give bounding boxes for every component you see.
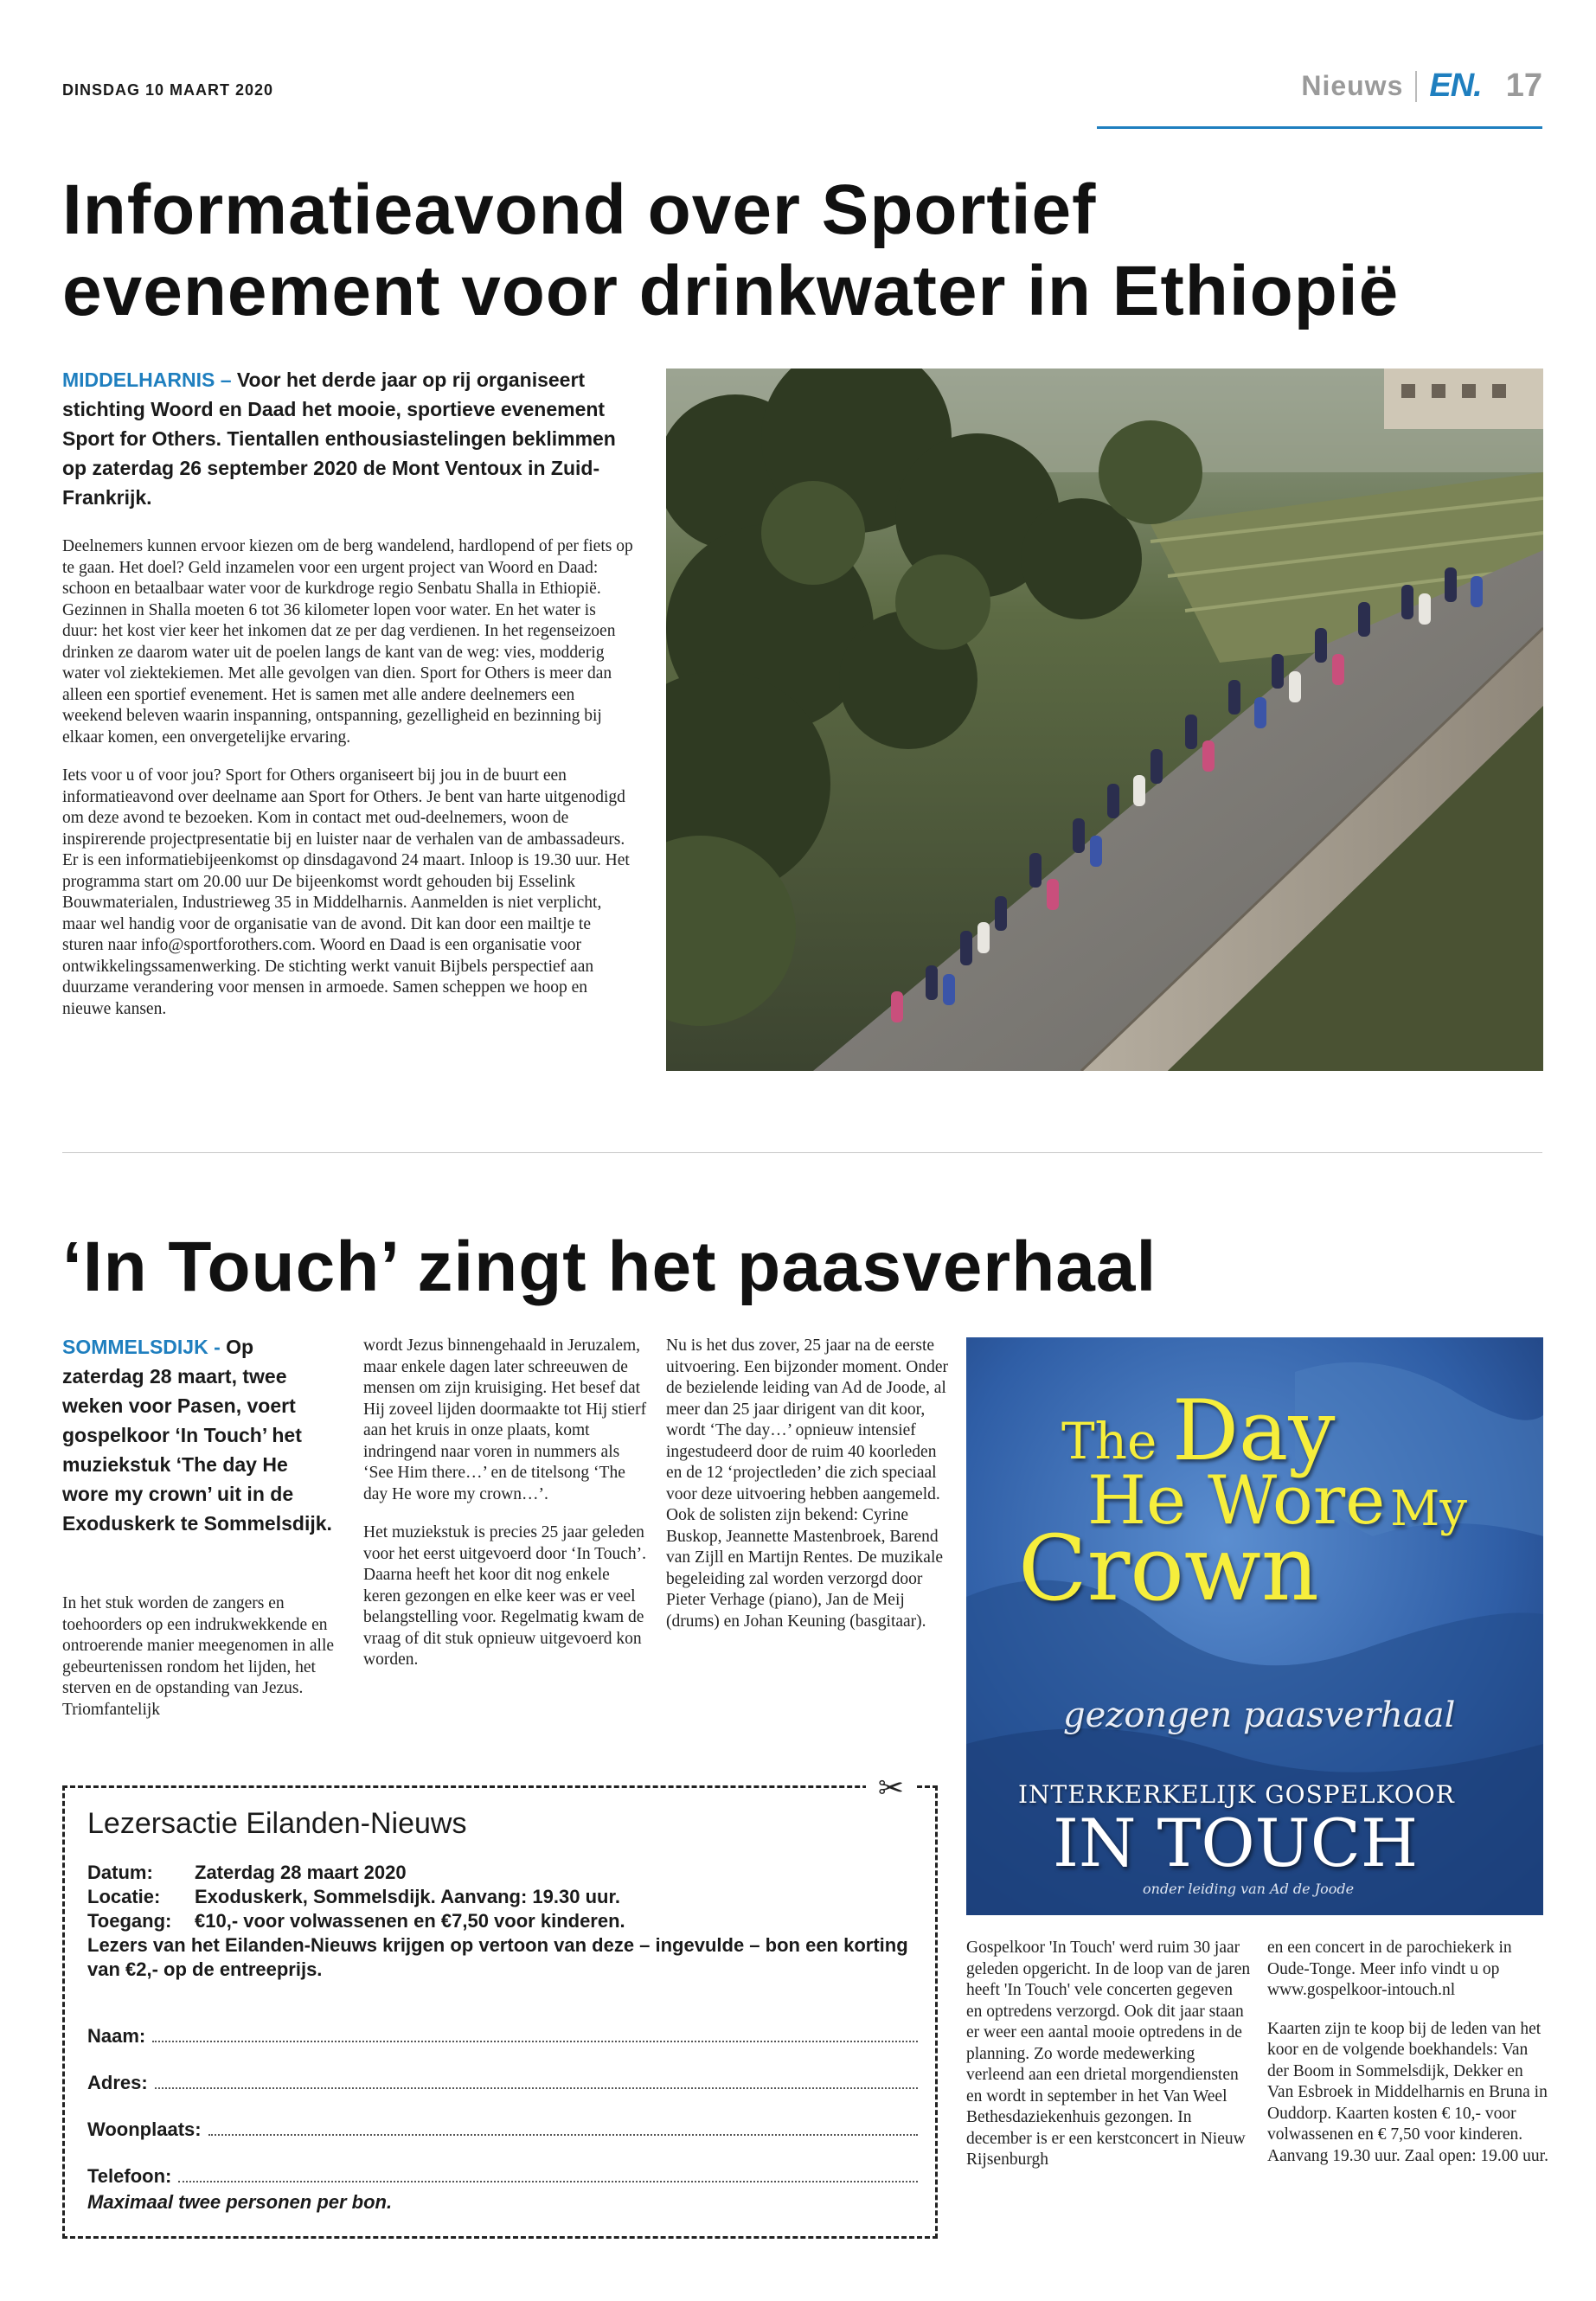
article2-headline: ‘In Touch’ zingt het paasverhaal	[62, 1227, 1157, 1306]
poster-title-my: My	[1390, 1481, 1467, 1537]
article1-headline	[62, 170, 1550, 332]
headline-line: evenement voor drinkwater in Ethiopië	[62, 252, 1400, 330]
field-woonplaats[interactable]	[87, 2094, 918, 2141]
coupon-form	[87, 2001, 918, 2188]
photo-hikers-mountain-road	[666, 369, 1543, 1071]
field-label: Woonplaats:	[87, 2118, 202, 2140]
info-value: Exoduskerk, Sommelsdijk. Aanvang: 19.30 uur.	[195, 1886, 620, 1907]
coupon-title: Lezersactie Eilanden-Nieuws	[87, 1807, 467, 1840]
dateline-place: SOMMELSDIJK -	[62, 1336, 221, 1358]
field-telefoon[interactable]	[87, 2141, 918, 2188]
coupon-info	[87, 1861, 918, 1982]
poster-choir-name: IN TOUCH	[1053, 1804, 1419, 1881]
article-divider	[62, 1152, 1542, 1153]
paragraph: Gospelkoor 'In Touch' werd ruim 30 jaar geleden opgericht. In de loop van de jaren heeft 'In Touch' vele concerten gegeven en optredens verzorgd. Ook dit jaar staan er weer een aantal mooie optredens in de planning. Zo worde medewerking verleend aan een drietal morgendiensten en wordt in september in het Van Weel Bethesdaziekenhuis gezongen. In december is er een kerstconcert in Nieuw Rijsenburgh	[966, 1939, 1251, 2169]
concert-poster	[966, 1337, 1543, 1915]
paragraph: Nu is het dus zover, 25 jaar na de eerste uitvoering. Een bijzonder moment. Onder de bezielende leiding van Ad de Joode, al meer dan 25 jaar dirigent van dit koor, wordt ‘The day…’ opnieuw intensief ingestudeerd door de ruim 40 koorleden en de 12 ‘projectleden’ die zich speciaal voor deze uitvoering hebben aangemeld. Ook de solisten zijn bekend: Cyrine Buskop, Jeannette Mastenbroek, Barend van Zijll en Martijn Rentes. De muzikale begeleiding zal worden verzorgd door Pieter Verhage (piano), Jan de Meij (drums) en Johan Keuning (basgitaar).	[666, 1336, 948, 1631]
info-label: Locatie:	[87, 1886, 161, 1907]
info-label: Datum:	[87, 1862, 153, 1883]
paragraph: Kaarten zijn te koop bij de leden van het koor en de volgende boekhandels: Van der Boom in Sommelsdijk, Dekker en Van Esbroek in Middelharnis en Bruna in Ouddorp. Kaarten kosten € 10,- voor volwassenen en € 7,50 voor kinderen. Aanvang 19.30 uur. Zaal open: 19.00 uur.	[1267, 2019, 1548, 2165]
headline-line: Informatieavond over Sportief	[62, 170, 1097, 249]
article2-lead	[62, 1332, 339, 1538]
info-label: Toegang:	[87, 1910, 172, 1932]
poster-title-he-wore: He Wore	[1087, 1462, 1386, 1540]
poster-title-day: Day	[1172, 1382, 1336, 1479]
page-number: 17	[1505, 67, 1542, 104]
paragraph: wordt Jezus binnengehaald in Jeruzalem, maar enkele dagen later schreeuwen de mensen om zijn kruisiging. Het besef dat Hij zoveel lijden doormaakte tot Hij stierf aan het kruis in onze plaats, komt indringend naar voren in nummers als ‘See Him there…’ en de titelsong ‘The day He wore my crown…’.	[363, 1336, 647, 1503]
article2-column-1	[62, 1593, 348, 1721]
paragraph: Iets voor u of voor jou? Sport for Others organiseert bij jou in de buurt een informatieavond over deelname aan Sport for Others. Je bent van harte uitgenodigd om deze avond te bezoeken. Kom in contact met oud-deelnemers, woon de inspirerende projectpresentatie bij en luister naar de verhalen van de ambassadeurs. Er is een informatiebijeenkomst op dinsdagavond 24 maart. Inloop is 19.30 uur. Het programma start om 20.00 uur De bijeenkomst wordt gehouden bij Esselink Bouwmaterialen, Industrieweg 35 in Middelharnis. Aanmelden is niet verplicht, maar wel handig voor de organisatie van de avond. Dit kan door een mailtje te sturen naar info@sportforothers.com. Woord en Daad is een organisatie voor ontwikkelingssamenwerking. De stichting werkt vanuit Bijbels perspectief aan duurzame verandering voor mensen in armoede. Samen scheppen we hoop en nieuwe kansen.	[62, 766, 630, 1018]
info-value: Zaterdag 28 maart 2020	[195, 1862, 407, 1883]
article2-column-5	[1267, 1938, 1553, 2167]
field-naam[interactable]	[87, 2001, 918, 2048]
brand-logo: EN.	[1429, 67, 1482, 104]
fill-in-line[interactable]	[208, 2134, 918, 2136]
lead-text: Op zaterdag 28 maart, twee weken voor Pasen, voert gospelkoor ‘In Touch’ het muziekstuk ‘The day He wore my crown’ uit in de Exoduskerk te Sommelsdijk.	[62, 1336, 332, 1535]
field-label: Telefoon:	[87, 2165, 172, 2187]
fill-in-line[interactable]	[155, 2087, 918, 2089]
article2-column-4	[966, 1938, 1252, 2171]
coupon-info-row	[87, 1909, 918, 1933]
field-adres[interactable]	[87, 2048, 918, 2094]
fill-in-line[interactable]	[152, 2041, 918, 2042]
page-header	[1301, 67, 1542, 105]
poster-subtitle: gezongen paasverhaal	[1063, 1695, 1456, 1735]
dateline-place: MIDDELHARNIS –	[62, 369, 232, 391]
article2-column-2	[363, 1336, 649, 1671]
poster-title-crown: Crown	[1018, 1516, 1319, 1621]
info-value: €10,- voor volwassenen en €7,50 voor kinderen.	[195, 1910, 625, 1932]
reader-coupon	[62, 1770, 938, 2239]
header-rule	[1097, 126, 1542, 129]
scissors-icon: ✂	[866, 1769, 916, 1807]
coupon-info-row	[87, 1861, 918, 1885]
fill-in-line[interactable]	[178, 2181, 918, 2182]
field-label: Adres:	[87, 2072, 148, 2093]
section-name: Nieuws	[1301, 70, 1404, 101]
coupon-note: Maximaal twee personen per bon.	[87, 2191, 393, 2213]
field-label: Naam:	[87, 2025, 146, 2047]
coupon-info-row	[87, 1885, 918, 1909]
hikers-photo-illustration	[666, 369, 1543, 1071]
lead-text: Voor het derde jaar op rij organiseert stichting Woord en Daad het mooie, sportieve evenement Sport for Others. Tientallen enthousiastelingen beklimmen op zaterdag 26 september 2020 de Mont Ventoux in Zuid-Frankrijk.	[62, 369, 616, 509]
poster-conductor: onder leiding van Ad de Joode	[1143, 1881, 1355, 1897]
article1-lead	[62, 365, 633, 512]
paragraph: Deelnemers kunnen ervoor kiezen om de berg wandelend, hardlopend of per fiets op te gaan. Het doel? Geld inzamelen voor een urgent project van Woord en Daad: schoon en betaalbaar water voor de kurkdroge regio Senbatu Shalla in Ethiopië. Gezinnen in Shalla moeten 6 tot 36 kilometer lopen voor water. En het water is duur: het kost vier keer het inkomen dat ze per dag verdienen. In het regenseizoen drinken ze daarom water uit de poelen langs de kant van de weg: vies, modderig water vol ziektekiemen. Met alle gevolgen van dien. Sport for Others is meer dan alleen een sportief evenement. Het is samen met alle andere deelnemers een weekend beleven waarin inspanning, ontspanning, gezelligheid en bezinning bij elkaar komen, een onvergetelijke ervaring.	[62, 537, 633, 747]
paragraph: en een concert in de parochiekerk in Oude-Tonge. Meer info vindt u op www.gospelkoor-intouch.nl	[1267, 1939, 1512, 1999]
paragraph: Het muziekstuk is precies 25 jaar geleden voor het eerst uitgevoerd door ‘In Touch’. Daarna heeft het koor dit nog enkele keren gezongen en elke keer was er veel belangstelling voor. Regelmatig kwam de vraag of dit stuk opnieuw uitgevoerd kon worden.	[363, 1523, 646, 1669]
coupon-offer: Lezers van het Eilanden-Nieuws krijgen op vertoon van deze – ingevulde – bon een korting van €2,- op de entreeprijs.	[87, 1934, 908, 1980]
issue-date: DINSDAG 10 MAART 2020	[62, 81, 274, 99]
paragraph: In het stuk worden de zangers en toehoorders op een indrukwekkende en ontroerende manier meegenomen in alle gebeurtenissen rondom het lijden, het sterven en de opstanding van Jezus. Triomfantelijk	[62, 1594, 335, 1719]
article1-body	[62, 536, 635, 1020]
header-divider	[1415, 71, 1417, 102]
poster-choir-line: INTERKERKELIJK GOSPELKOOR	[1018, 1780, 1455, 1809]
poster-title-the: The	[1061, 1412, 1157, 1471]
article2-column-3	[666, 1336, 952, 1632]
